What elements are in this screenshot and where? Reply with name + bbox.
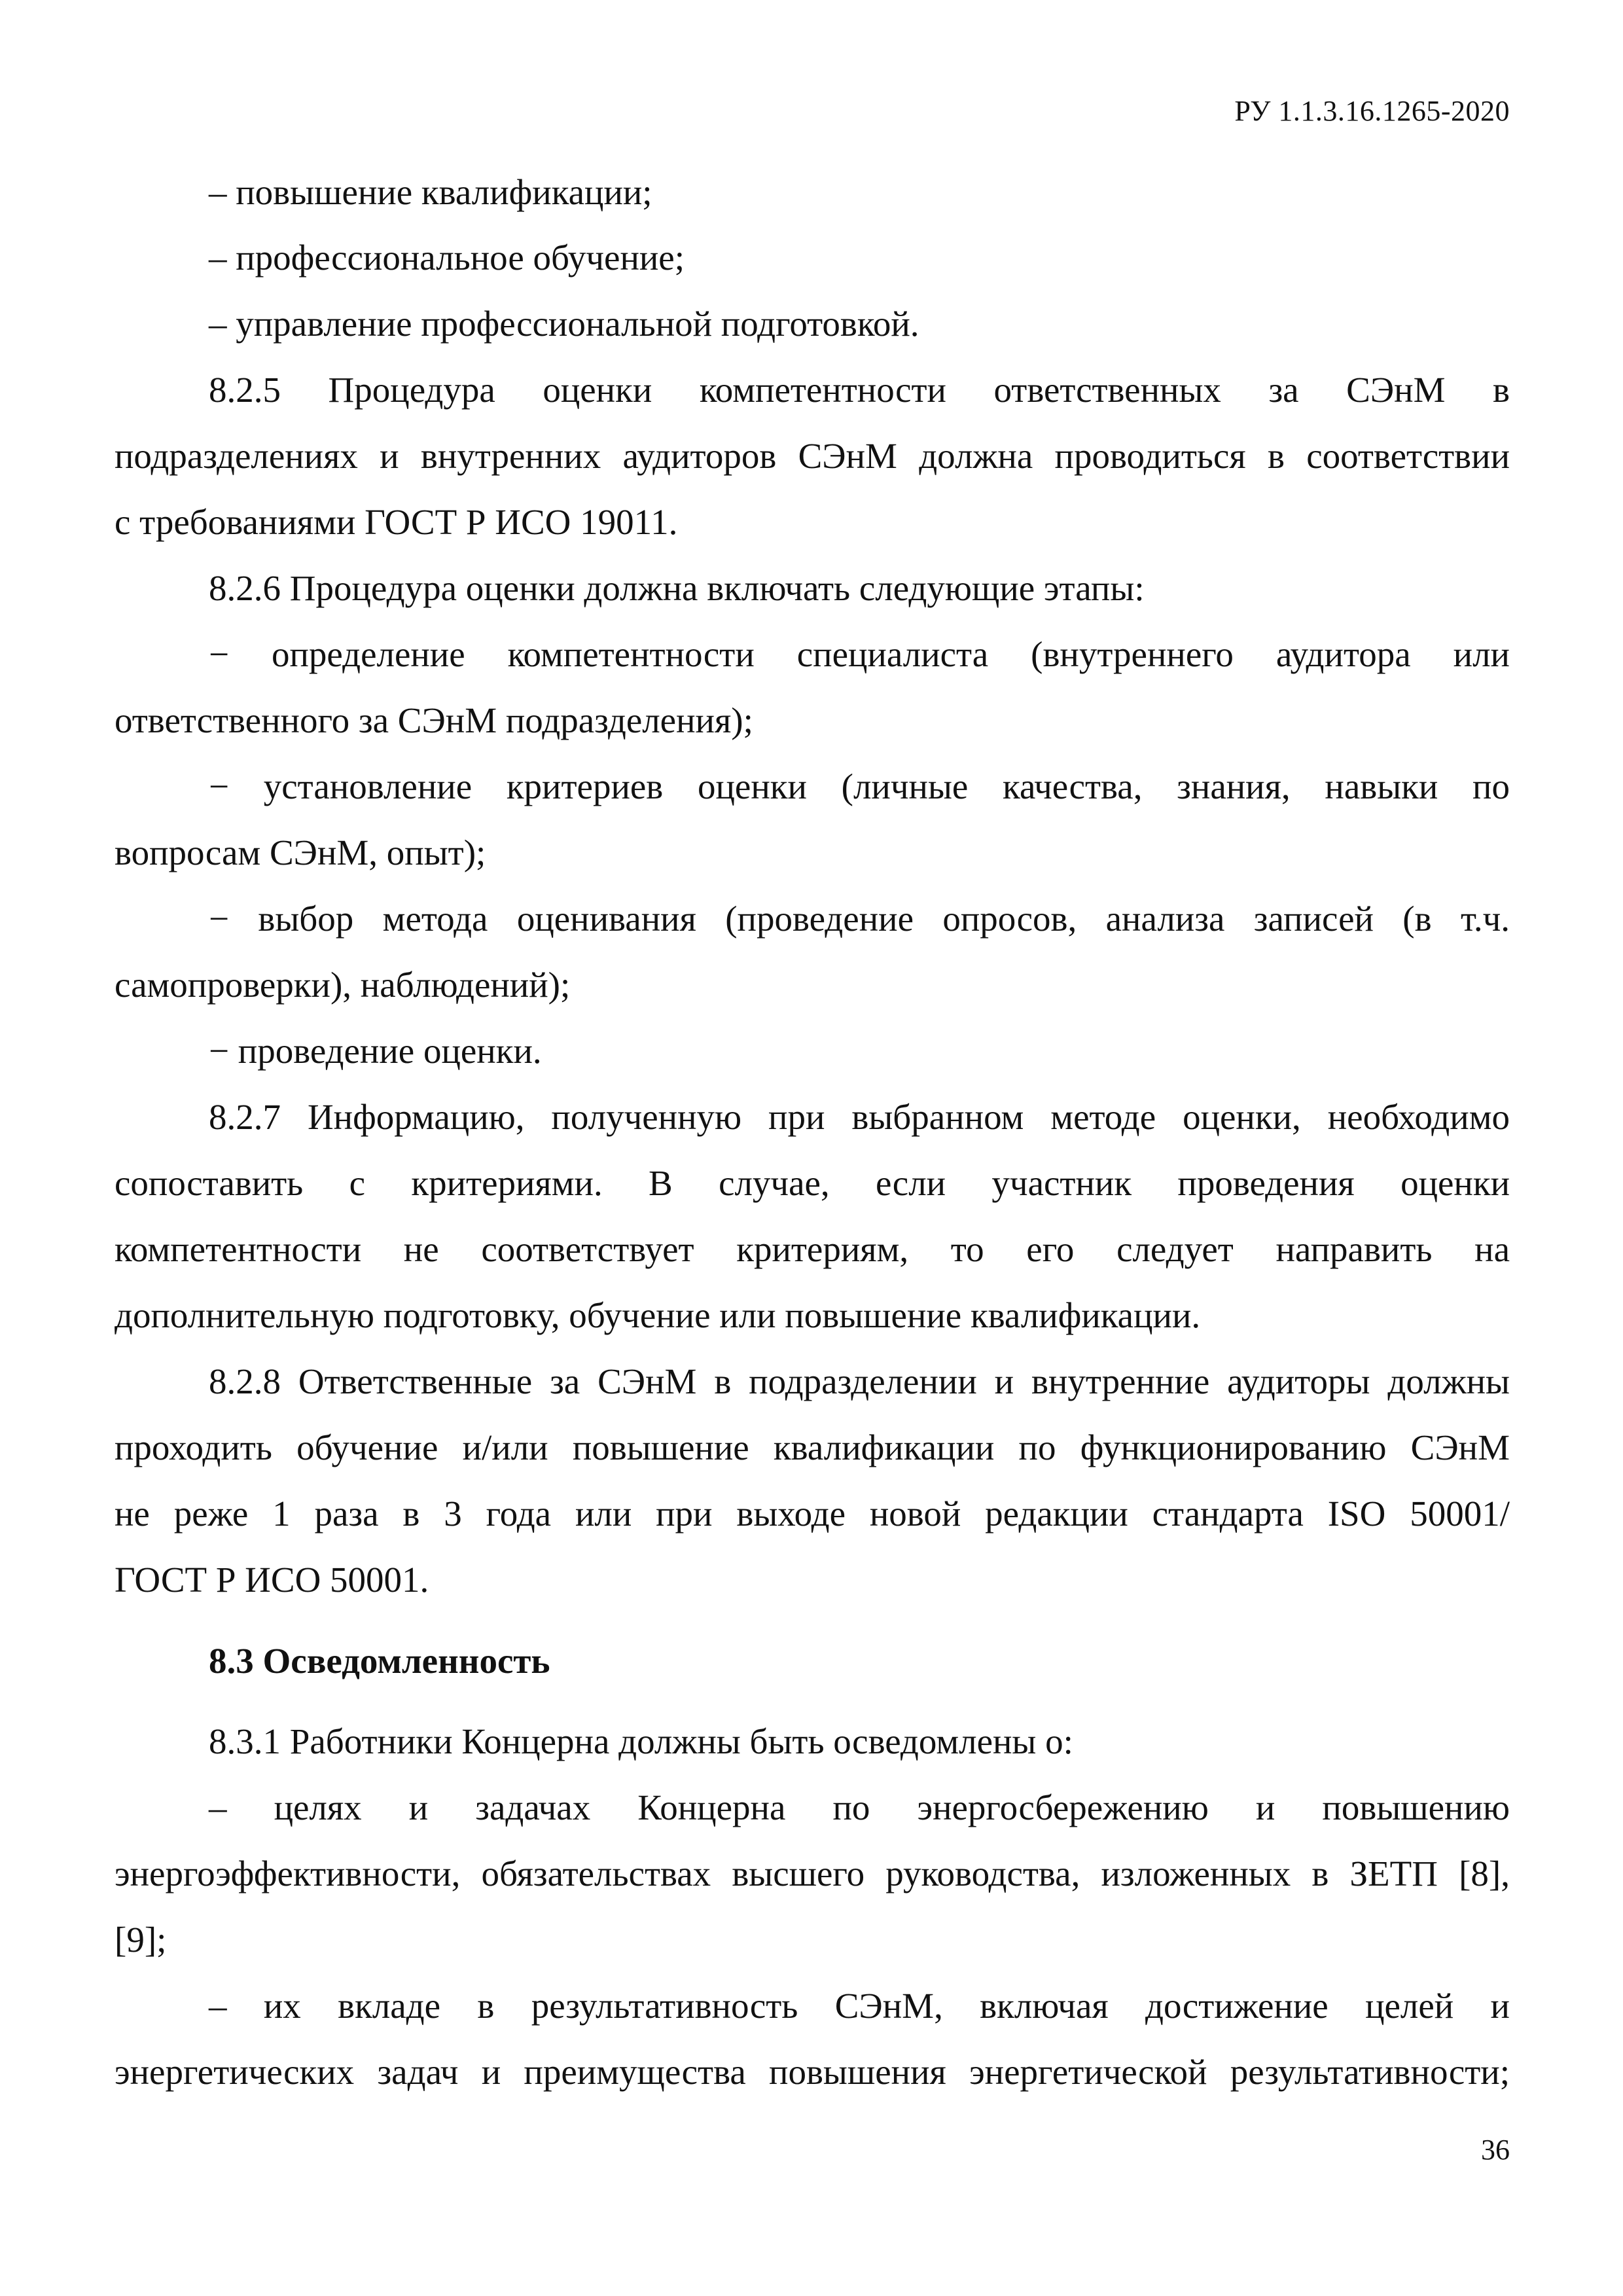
- text-line: с требованиями ГОСТ Р ИСО 19011.: [115, 502, 678, 542]
- text-line: проходить обучение и/или повышение квалификации по функционированию СЭнМ: [115, 1427, 1510, 1467]
- text-line: – управление профессиональной подготовкой.: [209, 304, 919, 344]
- text-line: 8.2.8 Ответственные за СЭнМ в подразделении и внутренние аудиторы должны: [209, 1361, 1510, 1401]
- text-line: ГОСТ Р ИСО 50001.: [115, 1560, 429, 1600]
- page-number: 36: [1481, 2134, 1510, 2166]
- text-line: дополнительную подготовку, обучение или повышение квалификации.: [115, 1295, 1201, 1335]
- text-line: − установление критериев оценки (личные качества, знания, навыки по: [209, 766, 1510, 806]
- text-line: подразделениях и внутренних аудиторов СЭнМ должна проводиться в соответствии: [115, 436, 1510, 476]
- text-line: сопоставить с критериями. В случае, если участник проведения оценки: [115, 1163, 1510, 1203]
- text-line: не реже 1 раза в 3 года или при выходе новой редакции стандарта ISO 50001/: [115, 1494, 1510, 1534]
- text-line: ответственного за СЭнМ подразделения);: [115, 700, 753, 740]
- text-line: – повышение квалификации;: [209, 172, 652, 212]
- text-line: – их вкладе в результативность СЭнМ, включая достижение целей и: [209, 1986, 1510, 2026]
- text-line: энергетических задач и преимущества повышения энергетической результативности;: [115, 2052, 1510, 2092]
- section-heading: 8.3 Осведомленность: [209, 1641, 550, 1681]
- text-line: − выбор метода оценивания (проведение опросов, анализа записей (в т.ч.: [209, 899, 1510, 939]
- text-line: вопросам СЭнМ, опыт);: [115, 833, 486, 872]
- text-line: [9];: [115, 1920, 167, 1960]
- document-code: РУ 1.1.3.16.1265-2020: [1234, 95, 1510, 127]
- text-line: энергоэффективности, обязательствах высшего руководства, изложенных в ЗЕТП [8],: [115, 1854, 1510, 1893]
- text-line: компетентности не соответствует критериям, то его следует направить на: [115, 1229, 1510, 1269]
- text-line: – профессиональное обучение;: [209, 238, 685, 278]
- text-line: 8.2.7 Информацию, полученную при выбранном методе оценки, необходимо: [209, 1097, 1510, 1137]
- text-line: − определение компетентности специалиста (внутреннего аудитора или: [209, 634, 1510, 674]
- text-line: − проведение оценки.: [209, 1031, 542, 1071]
- text-line: – целях и задачах Концерна по энергосбережению и повышению: [209, 1787, 1510, 1827]
- text-line: 8.3.1 Работники Концерна должны быть осведомлены о:: [209, 1721, 1073, 1761]
- text-line: 8.2.6 Процедура оценки должна включать следующие этапы:: [209, 568, 1145, 608]
- text-line: 8.2.5 Процедура оценки компетентности ответственных за СЭнМ в: [209, 370, 1510, 410]
- text-line: самопроверки), наблюдений);: [115, 965, 571, 1005]
